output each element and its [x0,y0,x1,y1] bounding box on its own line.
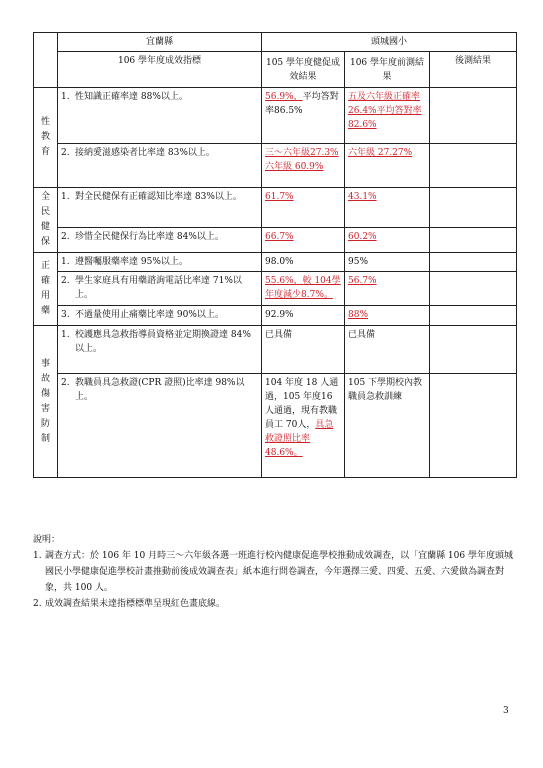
indicator-text: 接納愛滋感染者比率達 83%以上。 [75,148,215,158]
category-cell [34,326,58,478]
col-105-header: 105 學年度健促成效結果 [262,52,345,88]
category-cell [34,188,58,253]
result-105-text: 98.0% [265,257,294,267]
indicator-line [61,230,258,244]
result-106-pre-cell [345,188,430,228]
table-row [34,253,517,272]
indicator-text: 教職員具急救證(CPR 證照)比率達 98%以上。 [75,378,245,402]
result-106-text: 已具備 [348,330,376,340]
table-row [34,326,517,374]
header-row-1 [34,33,517,52]
result-106-pre-cell [345,144,430,188]
note-item-1 [33,548,513,596]
indicator-text: 不過量使用止痛藥比率達 90%以上。 [75,310,224,320]
indicator-cell [58,188,262,228]
result-106-pre-cell [345,88,430,144]
category-cell [34,88,58,188]
result-106-pre-cell [345,272,430,306]
table-row [34,306,517,326]
indicator-text: 性知識正確率達 88%以上。 [75,92,188,102]
result-105-cell [262,228,345,253]
result-105-below-target: 55.6%，較 104學年度減少8.7%。 [265,276,341,300]
table-row [34,188,517,228]
result-106-text: 105 下學期校內教職員急救訓練 [348,378,423,402]
header-blank-cell [34,33,58,88]
category-label: 正確用藥 [40,261,50,316]
result-106-below-target: 56.7% [348,276,377,286]
table-row [34,228,517,253]
indicator-number: 2. [61,148,70,158]
result-105-cell [262,326,345,374]
note-text: 成效調查結果未達指標標準呈現紅色畫底線。 [45,599,226,609]
result-106-pre-cell [345,374,430,478]
indicator-line [61,90,258,104]
result-post-cell [430,188,517,228]
result-105-cell [262,272,345,306]
result-106-below-target: 五及六年級正確率 26.4%平均答對率82.6% [348,92,422,130]
category-label: 全民健保 [40,192,50,247]
indicator-number: 1. [61,257,70,267]
indicator-number: 1. [61,92,70,102]
result-106-below-target: 88% [348,310,369,320]
school-header: 頭城國小 [262,33,517,52]
indicator-cell [58,306,262,326]
result-105-cell [262,374,345,478]
indicator-cell [58,253,262,272]
result-105-cell [262,144,345,188]
result-105-below-target: 66.7% [265,232,294,243]
indicator-cell [58,326,262,374]
result-post-cell [430,228,517,253]
indicator-text: 遵醫囑服藥率達 95%以上。 [75,257,188,267]
table-row [34,272,517,306]
result-105-cell [262,88,345,144]
result-105-text: 已具備 [265,330,293,340]
indicator-number: 2. [61,378,70,388]
result-105-extra: 平均答對率86.5% [265,92,339,116]
category-label: 事故傷害防制 [40,358,50,444]
table-row [34,88,517,144]
indicator-cell [58,88,262,144]
note-number: 1. [33,551,42,561]
indicator-number: 1. [61,192,70,202]
indicator-cell [58,272,262,306]
category-cell [34,253,58,326]
result-106-pre-cell [345,253,430,272]
indicator-line [61,274,258,302]
category-label: 性教育 [40,117,50,157]
indicator-text: 對全民健保有正確認知比率達 83%以上。 [75,192,242,202]
result-106-pre-cell [345,228,430,253]
indicator-line [61,376,258,404]
table-row [34,374,517,478]
result-post-cell [430,144,517,188]
col-106-pre-header: 106 學年度前測結果 [345,52,430,88]
result-post-cell [430,326,517,374]
result-105-cell [262,306,345,326]
result-106-pre-cell [345,326,430,374]
indicator-number: 3. [61,310,70,320]
result-105-cell [262,188,345,228]
indicator-number: 2. [61,232,70,243]
result-post-cell [430,253,517,272]
result-post-cell [430,88,517,144]
page-number: 3 [503,706,509,716]
indicator-text: 珍惜全民健保行為比率達 84%以上。 [75,232,224,243]
result-post-cell [430,272,517,306]
indicator-number: 2. [61,276,70,286]
note-item-2 [33,596,513,612]
indicator-line [61,308,258,322]
indicator-line [61,146,258,160]
indicator-text: 學生家庭具有用藥諮詢電話比率達 71%以上。 [75,276,242,300]
notes-section [33,532,513,612]
indicator-col-header: 106 學年度成效指標 [58,52,262,88]
result-post-cell [430,306,517,326]
result-105-text: 104 年度 18 人通過，105 年度16 人通過，現有教職員工 70人， [265,378,339,430]
indicator-text: 校護應具急救指導員資格並定期換證達 84%以上。 [75,330,251,354]
result-105-below-target: 61.7% [265,192,294,202]
result-post-cell [430,374,517,478]
result-106-pre-cell [345,306,430,326]
table-row [34,144,517,188]
indicator-number: 1. [61,330,70,340]
indicator-cell [58,144,262,188]
indicator-line [61,190,258,204]
col-post-header: 後測結果 [430,52,517,88]
notes-title: 說明： [33,535,61,545]
result-106-below-target: 43.1% [348,192,377,202]
effectiveness-table [33,32,517,478]
note-text: 調查方式：於 106 年 10 月時三～六年級各選一班進行校內健康促進學校推動成效調查，以「宜蘭縣 106 學年度頭城國民小學健康促進學校計畫推動前後成效調查表」紙本進行問卷調查，今年選擇三愛、四愛、五愛、六愛做為調查對象，共 100 人。 [45,551,513,593]
indicator-cell [58,374,262,478]
result-106-text: 95% [348,257,369,267]
result-105-below-target: 具急救證照比率 48.6%。 [265,420,334,458]
result-106-below-target: 60.2% [348,232,377,243]
result-105-below-target: 三～六年級27.3%六年級 60.9% [265,148,339,172]
result-105-below-target: 56.9%， [265,92,303,102]
result-105-cell [262,253,345,272]
note-number: 2. [33,599,42,609]
header-row-2 [34,52,517,88]
indicator-cell [58,228,262,253]
result-105-text: 92.9% [265,310,294,320]
county-header: 宜蘭縣 [58,33,262,52]
indicator-line [61,328,258,356]
result-106-below-target: 六年級 27.27% [348,148,413,158]
indicator-line [61,255,258,269]
